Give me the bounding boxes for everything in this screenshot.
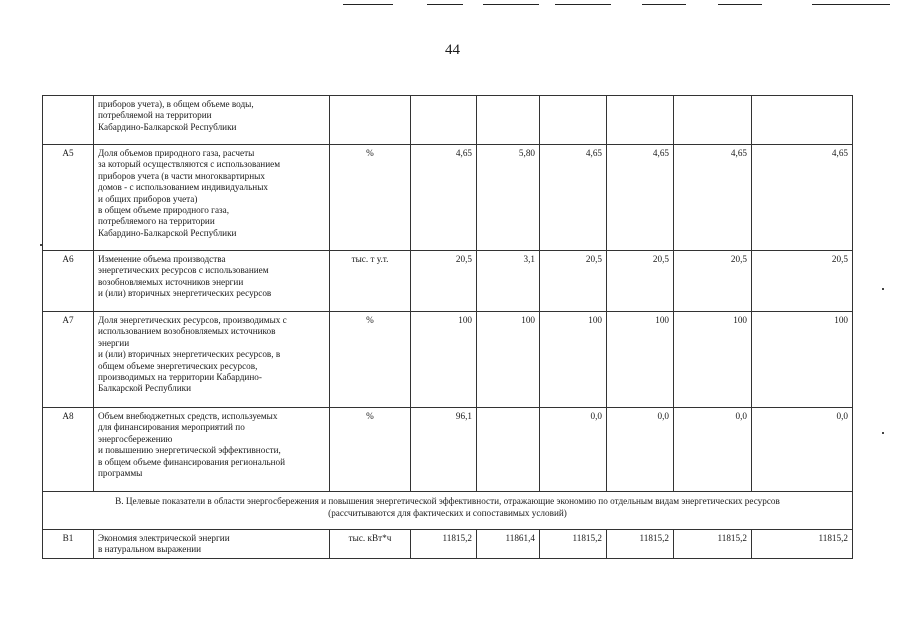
table-row (43, 96, 853, 145)
indicator-value: 0,0 (752, 408, 853, 492)
indicator-name-line: Изменение объема производства (98, 254, 226, 264)
indicator-unit: тыс. кВт*ч (330, 530, 411, 559)
header-rule (718, 4, 762, 5)
indicator-unit: % (330, 408, 411, 492)
indicator-name-line: потребляемой на территории (98, 110, 212, 121)
indicator-name-line: использованием возобновляемых источников (98, 326, 276, 337)
indicator-name-line: в общем объеме финансирования региональной (98, 456, 286, 467)
table-row (43, 312, 853, 408)
indicator-value: 100 (411, 312, 477, 408)
indicator-value (411, 96, 477, 145)
table-row (43, 251, 853, 312)
indicator-value: 11815,2 (674, 530, 752, 559)
indicator-value (477, 408, 540, 492)
table-row (43, 408, 853, 492)
indicator-code (43, 96, 94, 145)
indicator-value: 11815,2 (607, 530, 674, 559)
indicator-value: 11815,2 (411, 530, 477, 559)
table-row (43, 145, 853, 251)
section-title: В. Целевые показатели в области энергосбережения и повышения энергетической эффективности, отражающие экономию по отдельным видам энергетических ресурсов (115, 496, 780, 506)
indicator-value: 100 (752, 312, 853, 408)
indicator-value: 11861,4 (477, 530, 540, 559)
indicators-table (42, 95, 853, 559)
indicator-rows (43, 96, 853, 492)
indicator-name-line: Доля объемов природного газа, расчеты (98, 148, 255, 158)
indicator-unit: тыс. т у.т. (330, 251, 411, 312)
indicator-value: 20,5 (411, 251, 477, 312)
indicator-name-line: Кабардино-Балкарской Республики (98, 121, 237, 132)
indicator-code: А6 (43, 251, 94, 312)
indicator-unit: % (330, 312, 411, 408)
indicator-value: 0,0 (607, 408, 674, 492)
indicator-unit (330, 96, 411, 145)
indicator-code: А7 (43, 312, 94, 408)
indicator-value (674, 96, 752, 145)
indicator-value: 0,0 (540, 408, 607, 492)
indicator-value: 20,5 (607, 251, 674, 312)
indicator-value: 4,65 (674, 145, 752, 251)
section-header-cell (43, 492, 853, 530)
header-rule (555, 4, 611, 5)
indicator-value: 96,1 (411, 408, 477, 492)
header-rules (0, 0, 905, 8)
indicator-name (94, 312, 330, 408)
indicator-value (752, 96, 853, 145)
page-number: 44 (445, 42, 460, 58)
header-rule (642, 4, 686, 5)
indicator-name-line: домов - с использованием индивидуальных (98, 182, 268, 193)
indicator-name-line: Доля энергетических ресурсов, производимых с (98, 315, 287, 325)
indicator-code: В1 (43, 530, 94, 559)
indicator-value: 100 (540, 312, 607, 408)
indicator-name-line: Экономия электрической энергии (98, 533, 230, 543)
indicator-value: 20,5 (752, 251, 853, 312)
header-rule (427, 4, 463, 5)
indicator-name-line: в натуральном выражении (98, 544, 202, 555)
section-header-row (43, 492, 853, 530)
indicator-name-line: потребляемого на территории (98, 216, 215, 227)
indicator-code: А8 (43, 408, 94, 492)
indicator-name-line: общем объеме энергетических ресурсов, (98, 360, 258, 371)
indicator-name-line: энергии (98, 337, 130, 348)
indicator-value (607, 96, 674, 145)
scan-artifact (882, 288, 884, 290)
indicator-name-line: за который осуществляются с использованием (98, 159, 281, 170)
indicator-name-line: приборов учета (в части многоквартирных (98, 170, 265, 181)
indicator-unit: % (330, 145, 411, 251)
indicator-name (94, 145, 330, 251)
header-rule (812, 4, 890, 5)
indicator-name-line: и (или) вторичных энергетических ресурсов, в (98, 349, 281, 360)
indicator-name-line: для финансирования мероприятий по (98, 422, 245, 433)
indicator-name (94, 408, 330, 492)
indicator-value: 20,5 (540, 251, 607, 312)
indicator-name-line: энергетических ресурсов с использованием (98, 265, 269, 276)
indicator-name-line: приборов учета), в общем объеме воды, (98, 99, 254, 109)
indicator-name-line: производимых на территории Кабардино- (98, 372, 262, 383)
indicator-value: 4,65 (752, 145, 853, 251)
indicators-sheet (42, 95, 852, 559)
section-rows (43, 530, 853, 559)
indicator-name-line: и повышению энергетической эффективности, (98, 445, 281, 456)
indicator-name (94, 96, 330, 145)
indicator-name-line: программы (98, 468, 143, 479)
indicator-value: 100 (607, 312, 674, 408)
section-b (43, 492, 853, 530)
indicator-value (540, 96, 607, 145)
section-subtitle: (рассчитываются для фактических и сопоставимых условий) (328, 508, 567, 518)
indicator-name-line: и общих приборов учета) (98, 193, 198, 204)
indicator-value: 11815,2 (752, 530, 853, 559)
indicator-name-line: в общем объеме природного газа, (98, 205, 230, 216)
indicator-value: 100 (477, 312, 540, 408)
indicator-name-line: Объем внебюджетных средств, используемых (98, 411, 278, 421)
indicator-value: 4,65 (411, 145, 477, 251)
indicator-name-line: и (или) вторичных энергетических ресурсов (98, 288, 272, 299)
header-rule (483, 4, 539, 5)
table-row (43, 530, 853, 559)
header-rule (343, 4, 393, 5)
indicator-value: 0,0 (674, 408, 752, 492)
indicator-value: 20,5 (674, 251, 752, 312)
indicator-value: 100 (674, 312, 752, 408)
scan-artifact (882, 432, 884, 434)
indicator-code: А5 (43, 145, 94, 251)
indicator-value (477, 96, 540, 145)
indicator-name (94, 530, 330, 559)
indicator-value: 4,65 (540, 145, 607, 251)
indicator-value: 5,80 (477, 145, 540, 251)
indicator-name-line: Кабардино-Балкарской Республики (98, 227, 237, 238)
indicator-value: 11815,2 (540, 530, 607, 559)
indicator-name-line: возобновляемых источников энергии (98, 276, 244, 287)
indicator-name (94, 251, 330, 312)
indicator-value: 4,65 (607, 145, 674, 251)
indicator-name-line: Балкарской Республики (98, 383, 191, 394)
indicator-name-line: энергосбережению (98, 433, 173, 444)
indicator-value: 3,1 (477, 251, 540, 312)
